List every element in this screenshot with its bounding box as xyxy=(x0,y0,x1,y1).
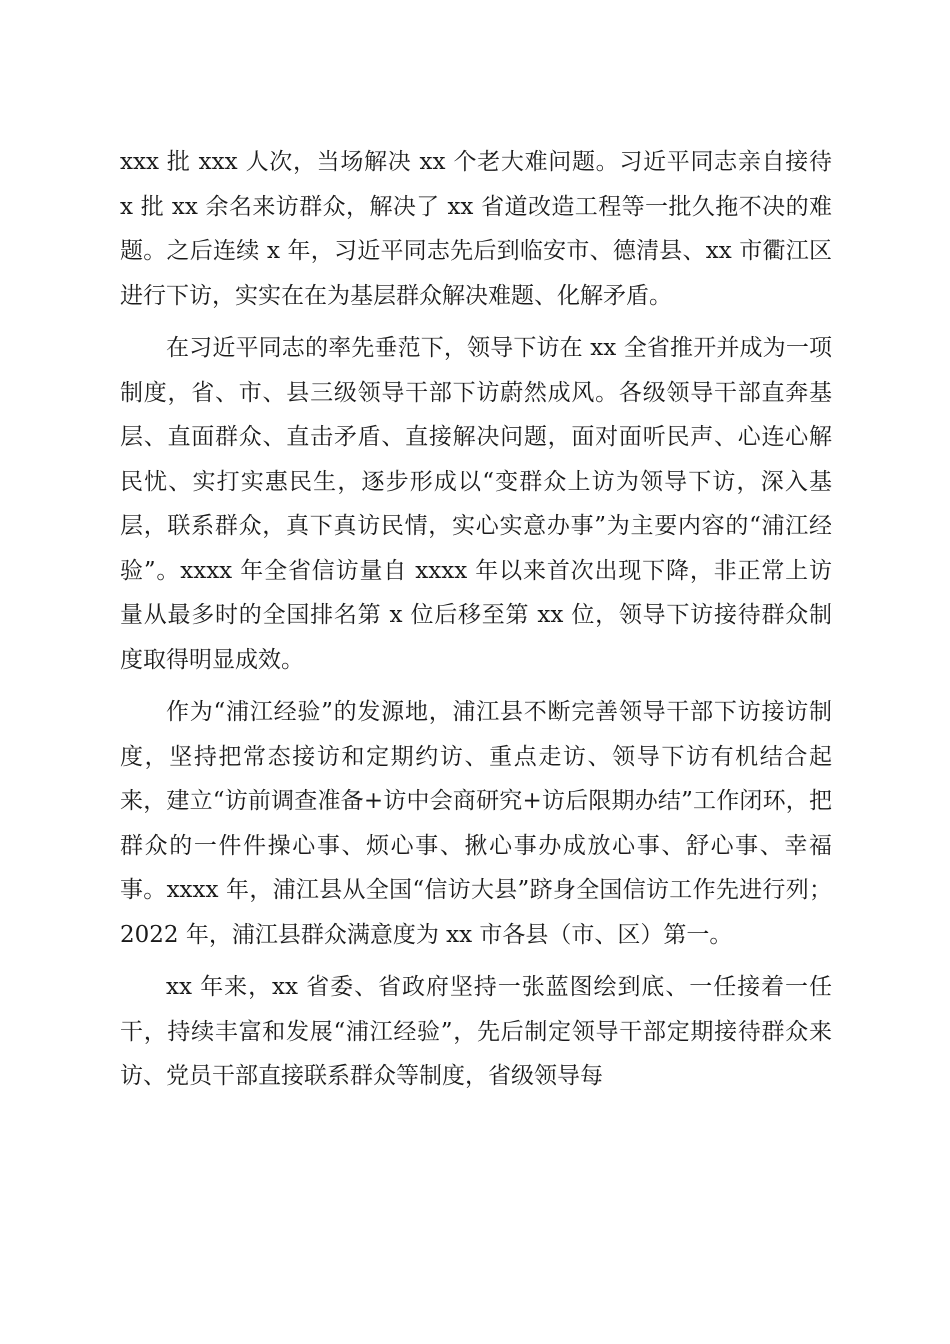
paragraph-pujiang-origin: 作为“浦江经验”的发源地，浦江县不断完善领导干部下访接访制度，坚持把常态接访和定期约访、重点走访、领导下访有机结合起来，建立“访前调查准备+访中会商研究+访后限期办结”工作闭环，把群众的一件件操心事、烦心事、揪心事办成放心事、舒心事、幸福事。xxxx 年，浦江县从全国“信访大县”跻身全国信访工作先进行列；2022 年，浦江县群众满意度为 xx 市各县（市、区）第一。 xyxy=(120,699,832,948)
document-body xyxy=(120,140,832,1099)
paragraph-continuation: xxx 批 xxx 人次，当场解决 xx 个老大难问题。习近平同志亲自接待 x 批 xx 余名来访群众，解决了 xx 省道改造工程等一批久拖不决的难题。之后连续 x 年，习近平同志先后到临安市、德清县、xx 市衢江区进行下访，实实在在为基层群众解决难题、化解矛盾。 xyxy=(120,149,832,309)
paragraph-provincial-development: xx 年来，xx 省委、省政府坚持一张蓝图绘到底、一任接着一任干，持续丰富和发展“浦江经验”，先后制定领导干部定期接待群众来访、党员干部直接联系群众等制度，省级领导每 xyxy=(120,974,832,1089)
paragraph-leadership-visits: 在习近平同志的率先垂范下，领导下访在 xx 全省推开并成为一项制度，省、市、县三级领导干部下访蔚然成风。各级领导干部直奔基层、直面群众、直击矛盾、直接解决问题，面对面听民声、心连心解民忧、实打实惠民生，逐步形成以“变群众上访为领导下访，深入基层，联系群众，真下真访民情，实心实意办事”为主要内容的“浦江经验”。xxxx 年全省信访量自 xxxx 年以来首次出现下降，非正常上访量从最多时的全国排名第 x 位后移至第 xx 位，领导下访接待群众制度取得明显成效。 xyxy=(120,335,832,673)
